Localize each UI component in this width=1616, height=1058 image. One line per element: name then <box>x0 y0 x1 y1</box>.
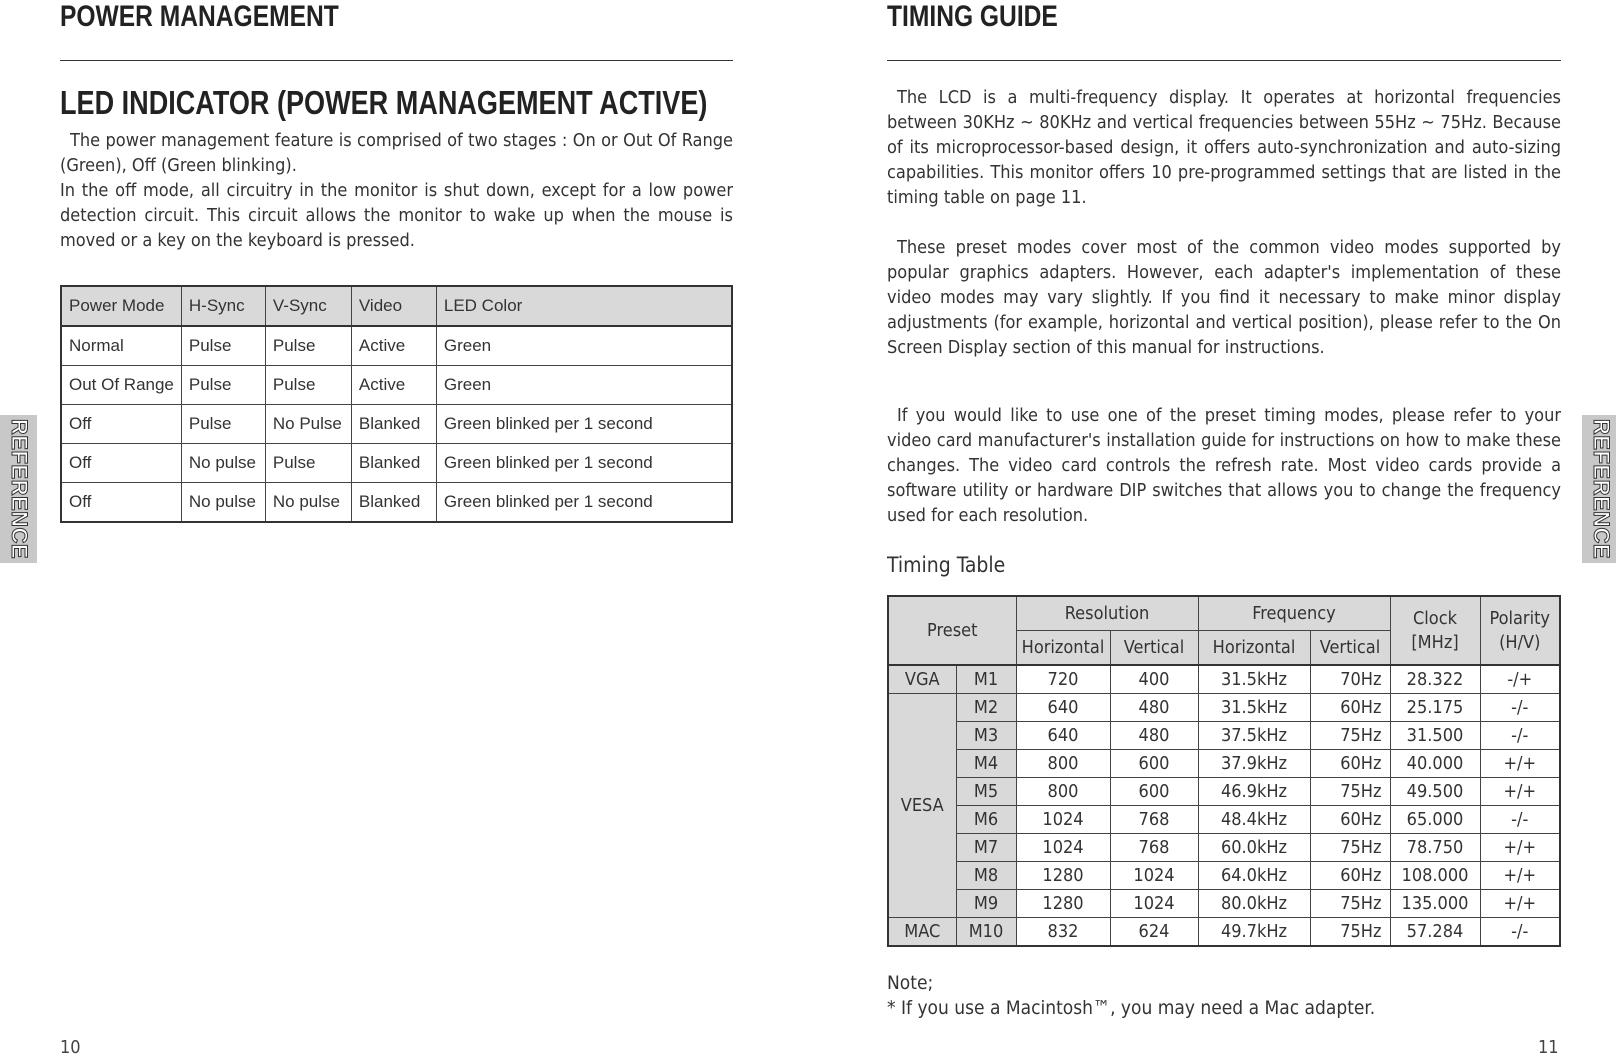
table-row <box>888 750 1560 778</box>
col-header: Video <box>351 286 436 326</box>
preset-cell: M8 <box>956 862 1016 890</box>
table-cell: -/- <box>1480 694 1560 722</box>
table-cell: No pulse <box>265 483 351 523</box>
table-cell: 1280 <box>1016 862 1110 890</box>
table-cell: 60Hz <box>1310 806 1390 834</box>
table-cell: 31.5kHz <box>1198 694 1310 722</box>
table-cell: +/+ <box>1480 862 1560 890</box>
table-cell: -/- <box>1480 806 1560 834</box>
table-cell: Blanked <box>351 483 436 523</box>
table-cell: +/+ <box>1480 834 1560 862</box>
table-cell: Green blinked per 1 second <box>436 483 732 523</box>
table-cell: -/+ <box>1480 665 1560 694</box>
timing-intro-paragraph: The LCD is a multi-frequency display. It operates at horizontal frequencies between 30KHz ~ 80KHz and vertical frequencies between 55Hz ~ 75Hz. Because of its microprocessor-based design, it offers auto-synchronization and auto-sizing capabilities. This monitor offers 10 pre-programmed settings that are listed in the timing table on page 11. <box>887 87 1561 208</box>
table-cell: 400 <box>1110 665 1198 694</box>
table-row <box>888 918 1560 947</box>
table-cell: 64.0kHz <box>1198 862 1310 890</box>
timing-table-caption: Timing Table <box>887 553 1006 577</box>
col-header-preset: Preset <box>888 596 1016 665</box>
table-cell: No pulse <box>181 444 265 483</box>
table-cell: Active <box>351 366 436 405</box>
col-header: Power Mode <box>61 286 181 326</box>
table-cell: Off <box>61 483 181 523</box>
preset-cell: M3 <box>956 722 1016 750</box>
table-cell: Pulse <box>181 405 265 444</box>
table-cell: No pulse <box>181 483 265 523</box>
preset-cell: M6 <box>956 806 1016 834</box>
table-cell: -/- <box>1480 918 1560 947</box>
table-row <box>888 694 1560 722</box>
table-row <box>888 834 1560 862</box>
col-header-polarity: Polarity (H/V) <box>1480 596 1560 665</box>
table-cell: Pulse <box>265 366 351 405</box>
table-cell: Off <box>61 405 181 444</box>
table-cell: 75Hz <box>1310 890 1390 918</box>
table-cell: 640 <box>1016 722 1110 750</box>
table-cell: 65.000 <box>1390 806 1480 834</box>
timing-table <box>887 595 1561 947</box>
table-cell: 600 <box>1110 750 1198 778</box>
preset-cell: M4 <box>956 750 1016 778</box>
col-header-resolution: Resolution <box>1016 596 1198 631</box>
group-label: VGA <box>888 665 956 694</box>
table-row <box>61 405 732 444</box>
table-cell: 480 <box>1110 722 1198 750</box>
col-header-clock: Clock [MHz] <box>1390 596 1480 665</box>
preset-cell: M1 <box>956 665 1016 694</box>
table-row <box>888 722 1560 750</box>
table-cell: 60.0kHz <box>1198 834 1310 862</box>
table-cell: 1280 <box>1016 890 1110 918</box>
table-cell: Off <box>61 444 181 483</box>
table-cell: 800 <box>1016 778 1110 806</box>
table-cell: 75Hz <box>1310 722 1390 750</box>
table-cell: 108.000 <box>1390 862 1480 890</box>
table-cell: 135.000 <box>1390 890 1480 918</box>
table-cell: 31.5kHz <box>1198 665 1310 694</box>
table-header-row <box>61 286 732 326</box>
table-cell: Pulse <box>181 326 265 366</box>
table-cell: 78.750 <box>1390 834 1480 862</box>
col-header-res-horizontal: Horizontal <box>1016 631 1110 666</box>
col-header-freq-horizontal: Horizontal <box>1198 631 1310 666</box>
group-label: MAC <box>888 918 956 947</box>
table-cell: 480 <box>1110 694 1198 722</box>
title-rule <box>60 60 733 61</box>
table-cell: 37.5kHz <box>1198 722 1310 750</box>
table-cell: 46.9kHz <box>1198 778 1310 806</box>
table-cell: 1024 <box>1016 806 1110 834</box>
col-header: H-Sync <box>181 286 265 326</box>
table-cell: 75Hz <box>1310 834 1390 862</box>
table-cell: +/+ <box>1480 750 1560 778</box>
table-cell: Blanked <box>351 444 436 483</box>
table-cell: 49.500 <box>1390 778 1480 806</box>
table-row <box>888 890 1560 918</box>
table-cell: No Pulse <box>265 405 351 444</box>
table-cell: Out Of Range <box>61 366 181 405</box>
table-cell: 60Hz <box>1310 862 1390 890</box>
table-cell: 31.500 <box>1390 722 1480 750</box>
page-number: 10 <box>60 1037 81 1058</box>
table-row <box>888 665 1560 694</box>
table-cell: 48.4kHz <box>1198 806 1310 834</box>
table-cell: 25.175 <box>1390 694 1480 722</box>
note-label: Note; <box>887 972 934 994</box>
reference-tab-left <box>0 415 37 563</box>
col-header-frequency: Frequency <box>1198 596 1390 631</box>
preset-cell: M7 <box>956 834 1016 862</box>
table-cell: +/+ <box>1480 778 1560 806</box>
table-cell: 49.7kHz <box>1198 918 1310 947</box>
table-cell: 768 <box>1110 834 1198 862</box>
col-header: LED Color <box>436 286 732 326</box>
table-cell: 60Hz <box>1310 750 1390 778</box>
table-cell: Green blinked per 1 second <box>436 405 732 444</box>
table-cell: 1024 <box>1016 834 1110 862</box>
table-row <box>61 444 732 483</box>
table-cell: 720 <box>1016 665 1110 694</box>
table-cell: Pulse <box>265 326 351 366</box>
title-rule <box>887 60 1561 61</box>
table-cell: 1024 <box>1110 890 1198 918</box>
table-cell: 70Hz <box>1310 665 1390 694</box>
col-header: V-Sync <box>265 286 351 326</box>
table-row <box>888 778 1560 806</box>
power-mode-table <box>60 285 733 523</box>
video-card-paragraph: If you would like to use one of the preset timing modes, please refer to your video card manufacturer's installation guide for instructions on how to make these changes. The video card controls the refresh rate. Most video cards provide a software utility or hardware DIP switches that allows you to change the frequency used for each resolution. <box>887 405 1561 526</box>
table-row <box>61 366 732 405</box>
table-cell: Green <box>436 366 732 405</box>
page-number: 11 <box>1538 1037 1559 1058</box>
table-row <box>61 483 732 523</box>
intro-paragraph: The power management feature is comprised of two stages : On or Out Of Range (Green), Off (Green blinking). <box>60 130 733 176</box>
table-cell: 768 <box>1110 806 1198 834</box>
table-cell: 60Hz <box>1310 694 1390 722</box>
preset-cell: M10 <box>956 918 1016 947</box>
col-header-res-vertical: Vertical <box>1110 631 1198 666</box>
reference-tab-right <box>1582 415 1616 563</box>
table-cell: 600 <box>1110 778 1198 806</box>
reference-tab-label: REFERENCE <box>6 418 32 560</box>
section-title: LED INDICATOR (POWER MANAGEMENT ACTIVE) <box>60 84 708 121</box>
reference-tab-label: REFERENCE <box>1588 418 1614 560</box>
left-page <box>60 0 733 1055</box>
preset-cell: M2 <box>956 694 1016 722</box>
table-cell: 1024 <box>1110 862 1198 890</box>
preset-modes-paragraph: These preset modes cover most of the common video modes supported by popular graphics adapters. However, each adapter's implementation of these video modes may vary slightly. If you find it necessary to make minor display adjustments (for example, horizontal and vertical position), please refer to the On Screen Display section of this manual for instructions. <box>887 237 1561 358</box>
table-cell: -/- <box>1480 722 1560 750</box>
col-header-freq-vertical: Vertical <box>1310 631 1390 666</box>
right-page <box>887 0 1561 1055</box>
table-cell: Pulse <box>265 444 351 483</box>
group-label: VESA <box>888 694 956 918</box>
table-cell: 75Hz <box>1310 918 1390 947</box>
table-cell: 28.322 <box>1390 665 1480 694</box>
table-cell: 640 <box>1016 694 1110 722</box>
preset-cell: M5 <box>956 778 1016 806</box>
table-row <box>888 806 1560 834</box>
table-cell: 75Hz <box>1310 778 1390 806</box>
note-text: * If you use a Macintosh™, you may need a Mac adapter. <box>887 997 1376 1019</box>
table-cell: 832 <box>1016 918 1110 947</box>
table-cell: 37.9kHz <box>1198 750 1310 778</box>
table-cell: Normal <box>61 326 181 366</box>
off-mode-paragraph: In the off mode, all circuitry in the monitor is shut down, except for a low power detection circuit. This circuit allows the monitor to wake up when the mouse is moved or a key on the keyboard is pressed. <box>60 180 733 251</box>
table-cell: 800 <box>1016 750 1110 778</box>
table-cell: Green blinked per 1 second <box>436 444 732 483</box>
preset-cell: M9 <box>956 890 1016 918</box>
page-title: POWER MANAGEMENT <box>60 0 339 33</box>
table-cell: Green <box>436 326 732 366</box>
table-cell: Pulse <box>181 366 265 405</box>
table-cell: Blanked <box>351 405 436 444</box>
table-cell: 624 <box>1110 918 1198 947</box>
table-cell: 57.284 <box>1390 918 1480 947</box>
table-row <box>61 326 732 366</box>
table-cell: 40.000 <box>1390 750 1480 778</box>
table-cell: Active <box>351 326 436 366</box>
table-cell: +/+ <box>1480 890 1560 918</box>
table-cell: 80.0kHz <box>1198 890 1310 918</box>
table-row <box>888 862 1560 890</box>
table-header-row <box>888 596 1560 631</box>
page-title: TIMING GUIDE <box>887 0 1058 33</box>
